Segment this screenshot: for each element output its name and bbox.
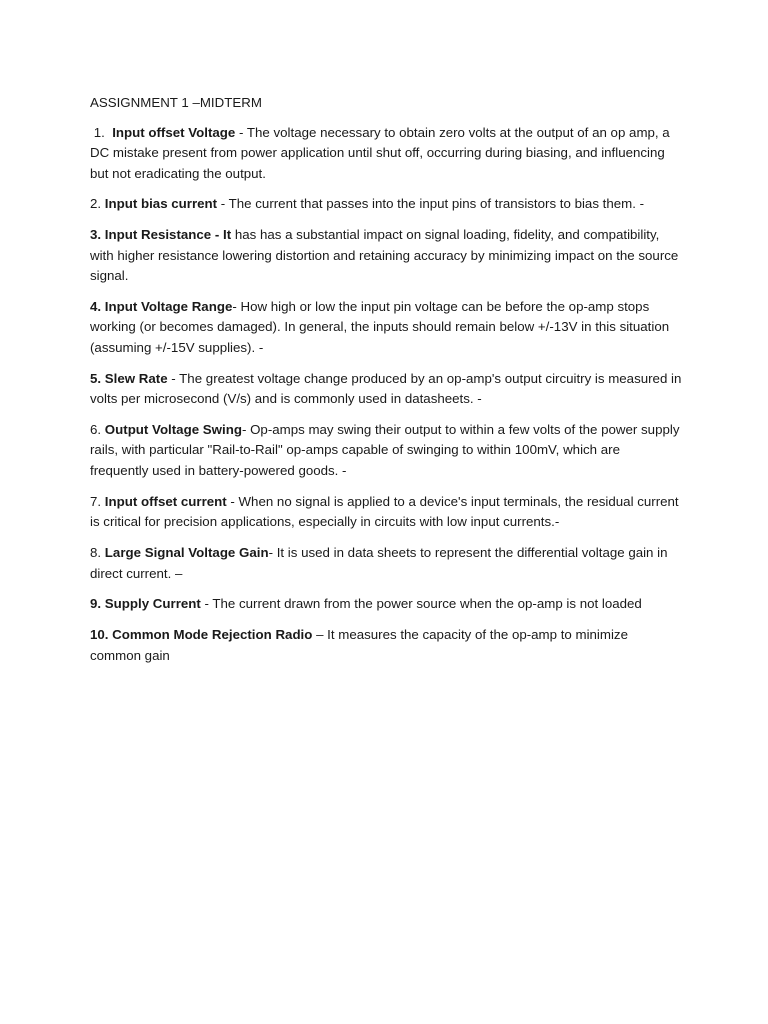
item-term: 3. Input Resistance - It [90, 227, 232, 243]
list-item-10 [90, 625, 682, 666]
list-item-5 [90, 369, 682, 410]
item-term: Input offset Voltage [112, 124, 236, 140]
item-prefix: 1. [90, 124, 113, 140]
item-prefix: 8. [90, 545, 105, 561]
item-prefix: 2. [90, 196, 105, 212]
item-term: Output Voltage Swing [104, 421, 242, 437]
item-text: - How high or low the input pin voltage can be before the op-amp stops working (or becomes damaged). In general, the inputs should remain below +/-13V in this situation (assuming +/-15V supplies). - [90, 298, 670, 355]
list-item-8 [90, 543, 682, 584]
item-term: 5. Slew Rate [90, 370, 168, 386]
item-term: 4. Input Voltage Range [90, 298, 233, 314]
item-term: 10. Common Mode Rejection Radio [90, 627, 313, 643]
list-item-2 [90, 194, 682, 215]
item-term: 9. Supply Current [90, 596, 201, 612]
item-prefix: 7. [90, 493, 105, 509]
item-term: Large Signal Voltage Gain [104, 545, 269, 561]
list-item-9 [90, 594, 682, 615]
item-text: - It is used in data sheets to represent the differential voltage gain in direct current. – [90, 545, 668, 581]
item-text: – It measures the capacity of the op-amp to minimize common gain [90, 627, 628, 663]
list-item-4 [90, 297, 682, 359]
item-prefix: 6. [90, 421, 105, 437]
item-text: - The current drawn from the power source when the op-amp is not loaded [200, 596, 642, 612]
list-item-6 [90, 420, 682, 482]
list-item-3 [90, 225, 682, 287]
item-text: - The greatest voltage change produced by an op-amp's output circuitry is measured in volts per microsecond (V/s) and is commonly used in datasheets. - [90, 370, 682, 407]
item-text: - The current that passes into the input pins of transistors to bias them. - [217, 196, 645, 212]
item-term: Input bias current [104, 196, 218, 212]
item-text: has has a substantial impact on signal loading, fidelity, and compatibility, with higher resistance lowering distortion and retaining accuracy by minimizing impact on the source signal. [90, 227, 679, 284]
list-item-1 [90, 123, 682, 185]
list-item-7 [90, 492, 682, 533]
item-text: - Op-amps may swing their output to within a few volts of the power supply rails, with particular "Rail-to-Rail" op-amps capable of swinging to within 100mV, which are frequently used in battery-powered goods. - [90, 421, 680, 478]
item-term: Input offset current [104, 493, 227, 509]
item-text: - The voltage necessary to obtain zero volts at the output of an op amp, a DC mistake present from power application until shut off, occurring during biasing, and influencing but not eradicating the output. [90, 124, 674, 181]
item-text: - When no signal is applied to a device's input terminals, the residual current is critical for precision applications, especially in circuits with low input currents.- [90, 493, 679, 530]
document-body [90, 93, 682, 676]
document-title: ASSIGNMENT 1 –MIDTERM [90, 95, 262, 110]
